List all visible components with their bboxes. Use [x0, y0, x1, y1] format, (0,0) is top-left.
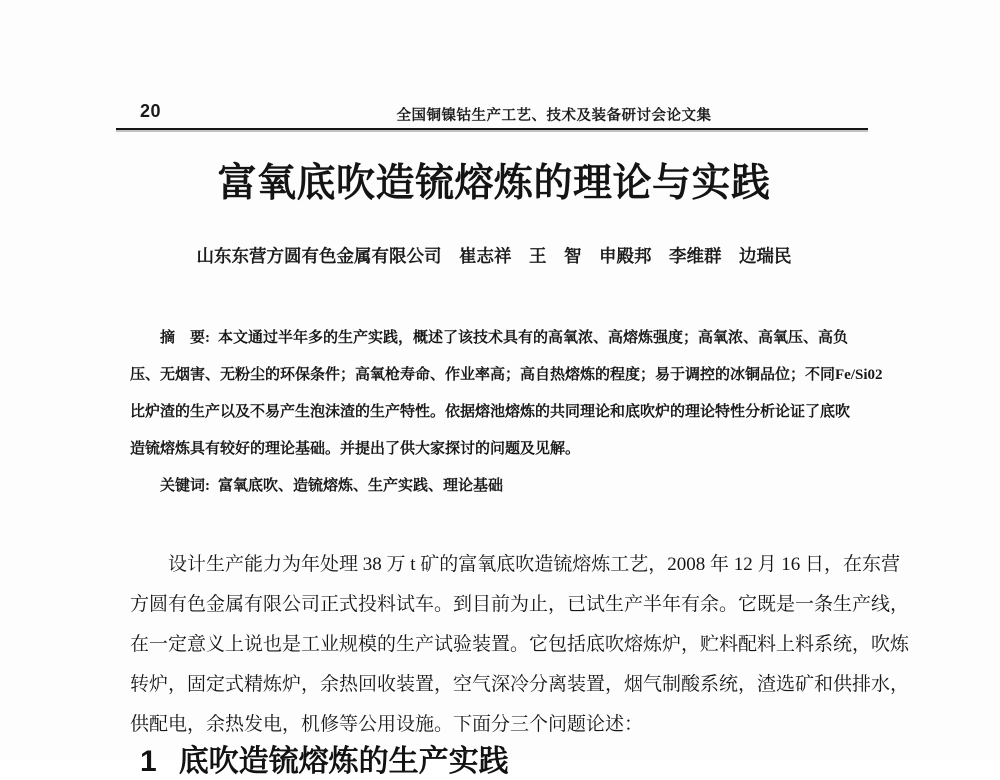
authors-line: 山东东营方圆有色金属有限公司 崔志祥 王 智 申殿邦 李维群 边瑞民	[196, 246, 792, 266]
abstract-line: 压、无烟害、无粉尘的环保条件；高氧枪寿命、作业率高；高自热熔炼的程度；易于调控的冰铜品位；不同Fe/Si02	[130, 367, 883, 383]
body-line: 设计生产能力为年处理 38 万 t 矿的富氧底吹造锍熔炼工艺，2008 年 12 月 16 日，在东营	[168, 554, 901, 575]
section-title: 底吹造锍熔炼的生产实践	[178, 745, 509, 778]
abstract-line: 造锍熔炼具有较好的理论基础。并提出了供大家探讨的问题及见解。	[130, 441, 581, 457]
page-number: 20	[140, 101, 162, 121]
keywords-text: 富氧底吹、造锍熔炼、生产实践、理论基础	[218, 478, 504, 494]
section-number: 1	[140, 745, 157, 778]
header-rule	[116, 128, 868, 130]
keywords-label: 关键词:	[160, 478, 210, 494]
body-line: 供配电，余热发电，机修等公用设施。下面分三个问题论述：	[130, 714, 644, 735]
body-line: 方圆有色金属有限公司正式投料试车。到目前为止，已试生产半年有余。它既是一条生产线，	[130, 594, 910, 615]
abstract-line: 比炉渣的生产以及不易产生泡沫渣的生产特性。依据熔池熔炼的共同理论和底吹炉的理论特性分析论证了底吹	[130, 404, 851, 420]
keywords-line	[130, 468, 872, 505]
abstract-line	[130, 320, 872, 357]
abstract-block	[130, 320, 883, 505]
abstract-line-text: 本文通过半年多的生产实践，概述了该技术具有的高氧浓、高熔炼强度；高氧浓、高氧压、高负	[218, 330, 849, 346]
paper-title: 富氧底吹造锍熔炼的理论与实践	[217, 162, 771, 205]
section-heading	[140, 736, 509, 780]
abstract-label: 摘 要:	[160, 330, 210, 346]
body-line: 在一定意义上说也是工业规模的生产试验装置。它包括底吹熔炼炉，贮料配料上料系统，吹炼	[130, 634, 910, 655]
body-paragraph	[130, 545, 910, 745]
body-line: 转炉，固定式精炼炉，余热回收装置，空气深冷分离装置，烟气制酸系统，渣选矿和供排水，	[130, 674, 910, 695]
running-head-title: 全国铜镍钴生产工艺、技术及装备研讨会论文集	[396, 108, 712, 124]
